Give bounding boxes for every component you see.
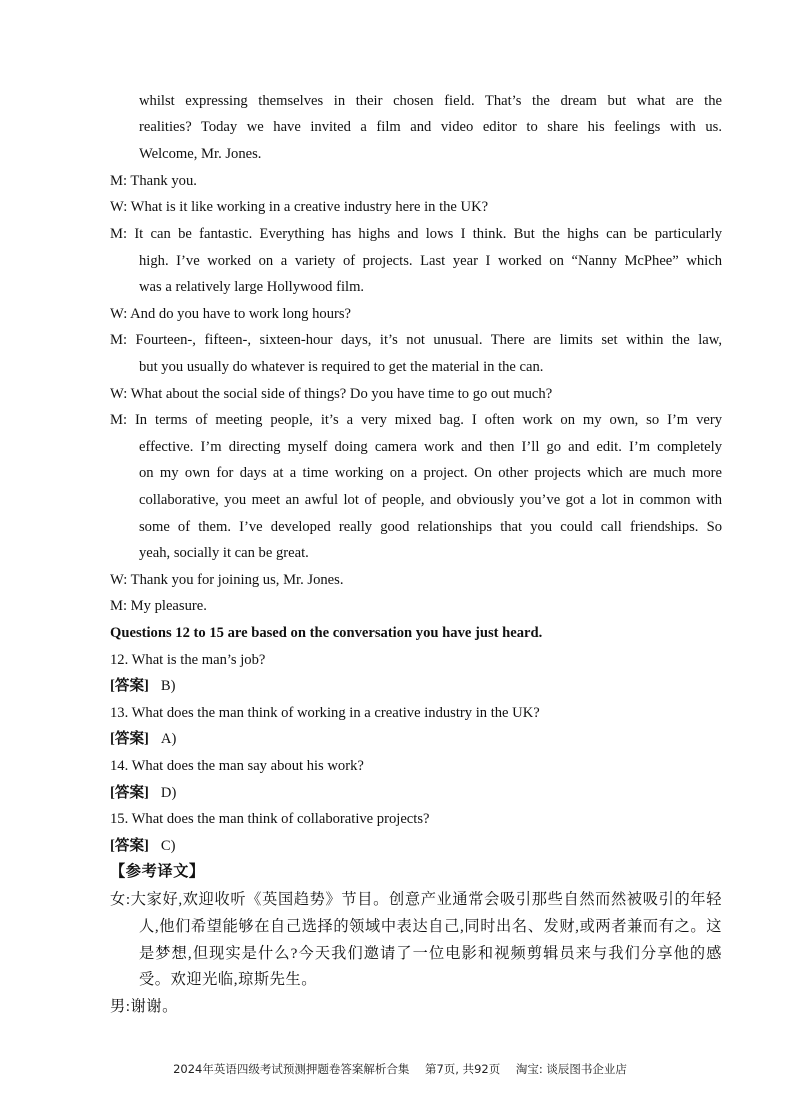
question: 14. What does the man say about his work? [110, 758, 364, 774]
question: 12. What is the man’s job? [110, 652, 266, 668]
dialogue-line: M: Thank you. [110, 173, 197, 189]
translation-line: 受。欢迎光临,琼斯先生。 [139, 971, 318, 988]
footer-page-number: 第7页, 共92页 [424, 1062, 501, 1076]
text-line: Welcome, Mr. Jones. [139, 146, 262, 162]
text-line: some of them. I’ve developed really good relationships that you could call friendships. So [139, 519, 722, 535]
footer-shop: 淘宝: 谈辰图书企业店 [515, 1062, 627, 1076]
text-line: high. I’ve worked on a variety of projects. Last year I worked on “Nanny McPhee” which [139, 253, 722, 269]
answer-line [110, 836, 722, 856]
dialogue-line: M: In terms of meeting people, it’s a very mixed bag. I often work on my own, so I’m very [110, 412, 722, 428]
answer-label: [答案] [110, 838, 149, 854]
answer-value: D) [160, 785, 177, 801]
text-line: realities? Today we have invited a film and video editor to share his feelings with us. [139, 119, 722, 135]
answer-value: B) [160, 678, 176, 694]
translation-line: 是梦想,但现实是什么?今天我们邀请了一位电影和视频剪辑员来与我们分享他的感 [139, 945, 722, 962]
translation-line: 男:谢谢。 [110, 998, 178, 1015]
dialogue-line: M: My pleasure. [110, 598, 207, 614]
dialogue-line: W: What about the social side of things? Do you have time to go out much? [110, 386, 553, 402]
translation-heading: 【参考译文】 [110, 863, 205, 880]
answer-label: [答案] [110, 678, 149, 694]
answer-line [110, 676, 722, 696]
dialogue-line: M: Fourteen-, fifteen-, sixteen-hour days, it’s not unusual. There are limits set within the law, [110, 332, 722, 348]
dialogue-line: W: Thank you for joining us, Mr. Jones. [110, 572, 344, 588]
translation-line: 人,他们希望能够在自己选择的领域中表达自己,同时出名、发财,或两者兼而有之。这 [139, 918, 722, 935]
question: 15. What does the man think of collaborative projects? [110, 811, 430, 827]
section-heading: Questions 12 to 15 are based on the conversation you have just heard. [110, 625, 543, 641]
answer-line [110, 783, 722, 803]
footer-title: 2024年英语四级考试预测押题卷答案解析合集 [173, 1062, 410, 1076]
answer-label: [答案] [110, 785, 149, 801]
answer-label: [答案] [110, 731, 149, 747]
text-line: effective. I’m directing myself doing camera work and then I’ll go and edit. I’m completely [139, 439, 722, 455]
text-line: whilst expressing themselves in their chosen field. That’s the dream but what are the [139, 93, 722, 109]
answer-value: C) [160, 838, 176, 854]
text-line: collaborative, you meet an awful lot of people, and obviously you’ve got a lot in common with [139, 492, 722, 508]
dialogue-line: W: What is it like working in a creative industry here in the UK? [110, 199, 489, 215]
page-footer [0, 1061, 800, 1077]
text-line: was a relatively large Hollywood film. [139, 279, 365, 295]
text-line: on my own for days at a time working on a project. On other projects which are much more [139, 465, 722, 481]
dialogue-line: W: And do you have to work long hours? [110, 306, 352, 322]
translation-line: 女:大家好,欢迎收听《英国趋势》节目。创意产业通常会吸引那些自然而然被吸引的年轻 [110, 891, 722, 908]
answer-value: A) [160, 731, 177, 747]
question: 13. What does the man think of working in a creative industry in the UK? [110, 705, 540, 721]
text-line: yeah, socially it can be great. [139, 545, 309, 561]
answer-line [110, 729, 722, 749]
text-line: but you usually do whatever is required to get the material in the can. [139, 359, 544, 375]
dialogue-line: M: It can be fantastic. Everything has highs and lows I think. But the highs can be particularly [110, 226, 722, 242]
